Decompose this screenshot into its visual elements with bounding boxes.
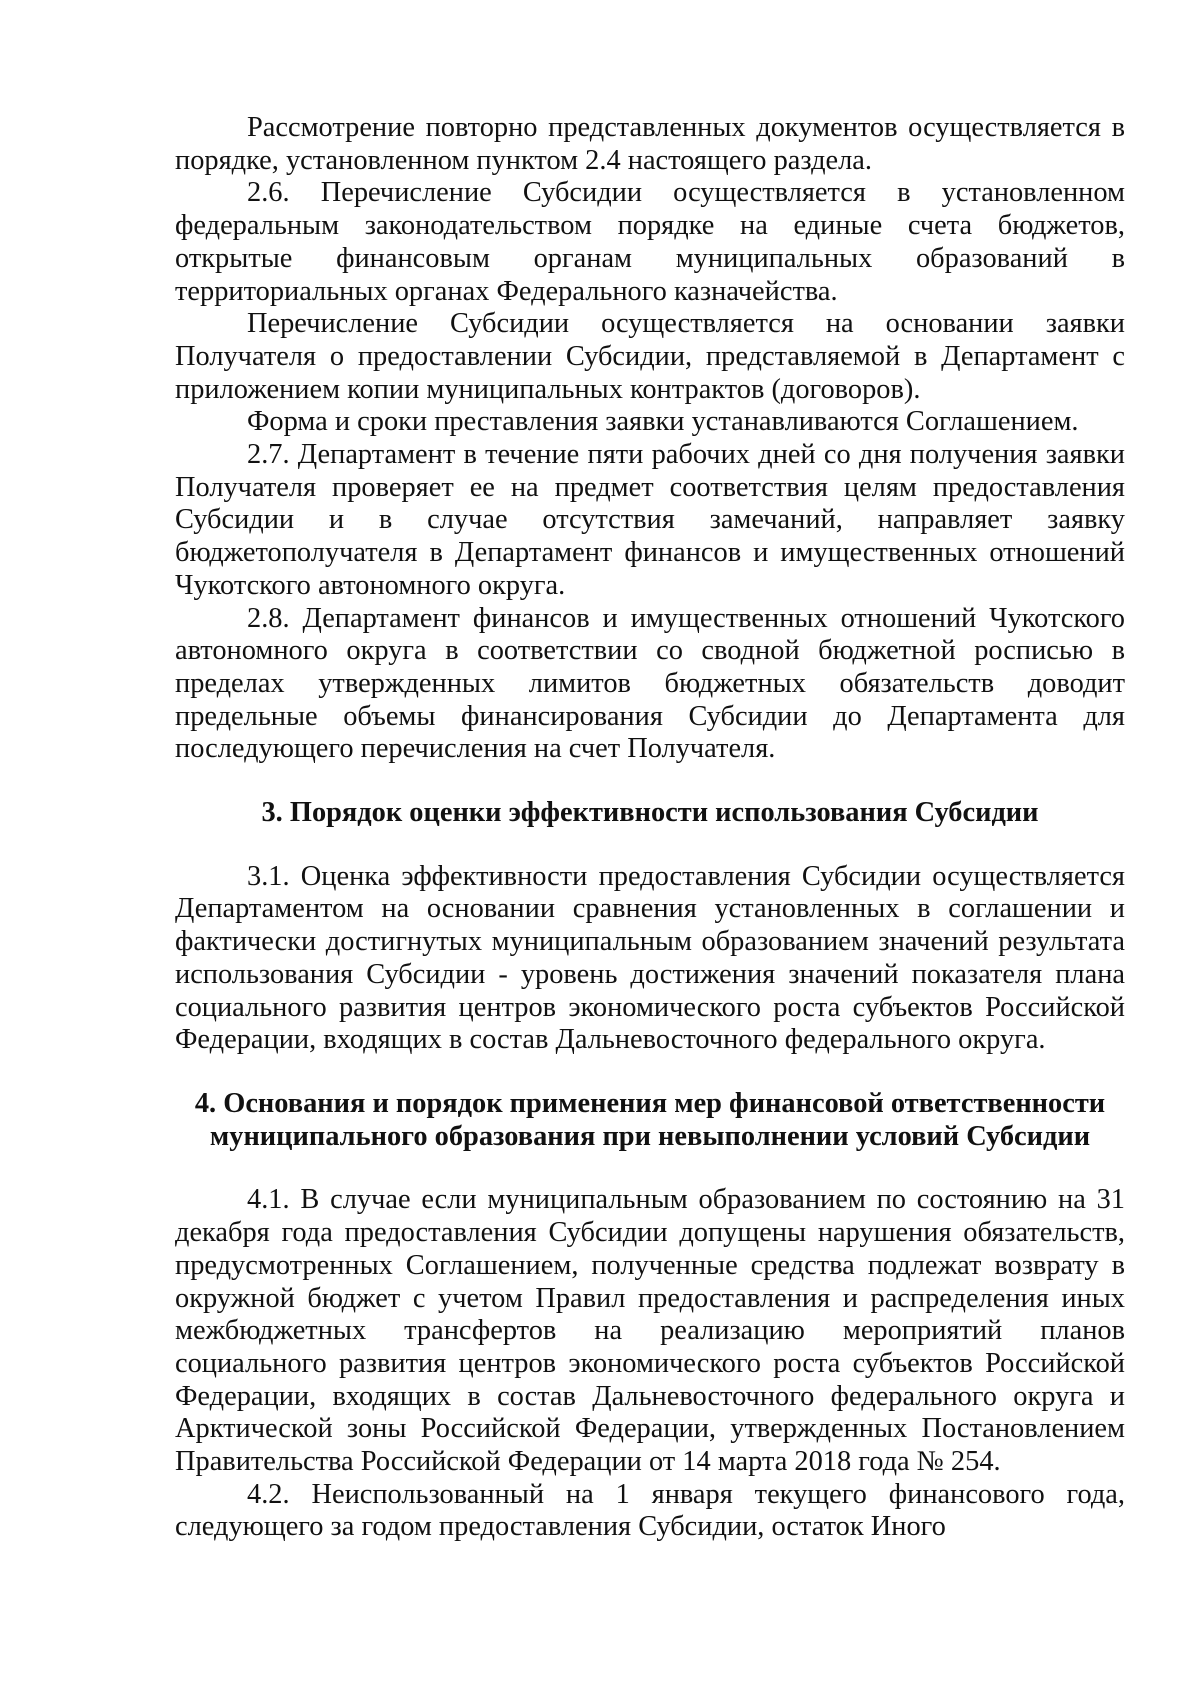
section-4-heading-line-2: муниципального образования при невыполнении условий Субсидии bbox=[209, 1120, 1091, 1152]
spacer bbox=[175, 1057, 1125, 1088]
spacer bbox=[175, 830, 1125, 861]
paragraph-2-8: 2.8. Департамент финансов и имущественных отношений Чукотского автономного округа в соответствии со сводной бюджетной росписью в пределах утвержденных лимитов бюджетных обязательств доводит предельные объемы финансирования Субсидии до Департамента для последующего перечисления на счет Получателя. bbox=[175, 602, 1125, 765]
section-4-heading-line-1: 4. Основания и порядок применения мер финансовой ответственности bbox=[194, 1087, 1106, 1119]
spacer bbox=[175, 1153, 1125, 1184]
paragraph-transfer-basis: Перечисление Субсидии осуществляется на основании заявки Получателя о предоставлении Субсидии, представляемой в Департамент с приложением копии муниципальных контрактов (договоров). bbox=[175, 308, 1125, 405]
paragraph-2-6: 2.6. Перечисление Субсидии осуществляется в установленном федеральным законодательством порядке на единые счета бюджетов, открытые финансовым органам муниципальных образований в территориальных органах Федерального казначейства. bbox=[175, 177, 1125, 307]
section-4-heading bbox=[175, 1088, 1125, 1153]
paragraph-application-form: Форма и сроки преставления заявки устанавливаются Соглашением. bbox=[247, 406, 1079, 438]
paragraph-2-7: 2.7. Департамент в течение пяти рабочих дней со дня получения заявки Получателя проверяет ее на предмет соответствия целям предоставления Субсидии и в случае отсутствия замечаний, направляет заявку бюджетополучателя в Департамент финансов и имущественных отношений Чукотского автономного округа. bbox=[175, 439, 1125, 601]
spacer bbox=[175, 766, 1125, 797]
paragraph-3-1: 3.1. Оценка эффективности предоставления Субсидии осуществляется Департаментом на основании сравнения установленных в соглашении и фактически достигнутых муниципальным образованием значений результата использования Субсидии - уровень достижения значений показателя плана социального развития центров экономического роста субъектов Российской Федерации, входящих в состав Дальневосточного федерального округа. bbox=[175, 860, 1125, 1056]
paragraph-4-1: 4.1. В случае если муниципальным образованием по состоянию на 31 декабря года предоставления Субсидии допущены нарушения обязательств, предусмотренных Соглашением, полученные средства подлежат возврату в окружной бюджет с учетом Правил предоставления и распределения иных межбюджетных трансфертов на реализацию мероприятий планов социального развития центров экономического роста субъектов Российской Федерации, входящих в состав Дальневосточного федерального округа и Арктической зоны Российской Федерации, утвержденных Постановлением Правительства Российской Федерации от 14 марта 2018 года № 254. bbox=[175, 1184, 1125, 1478]
section-3-heading: 3. Порядок оценки эффективности использования Субсидии bbox=[261, 797, 1039, 829]
paragraph-4-2: 4.2. Неиспользованный на 1 января текущего финансового года, следующего за годом предоставления Субсидии, остаток Иного bbox=[175, 1478, 1125, 1543]
document-page bbox=[175, 112, 1125, 1544]
paragraph-resubmission-review: Рассмотрение повторно представленных документов осуществляется в порядке, установленном пунктом 2.4 настоящего раздела. bbox=[175, 112, 1125, 176]
